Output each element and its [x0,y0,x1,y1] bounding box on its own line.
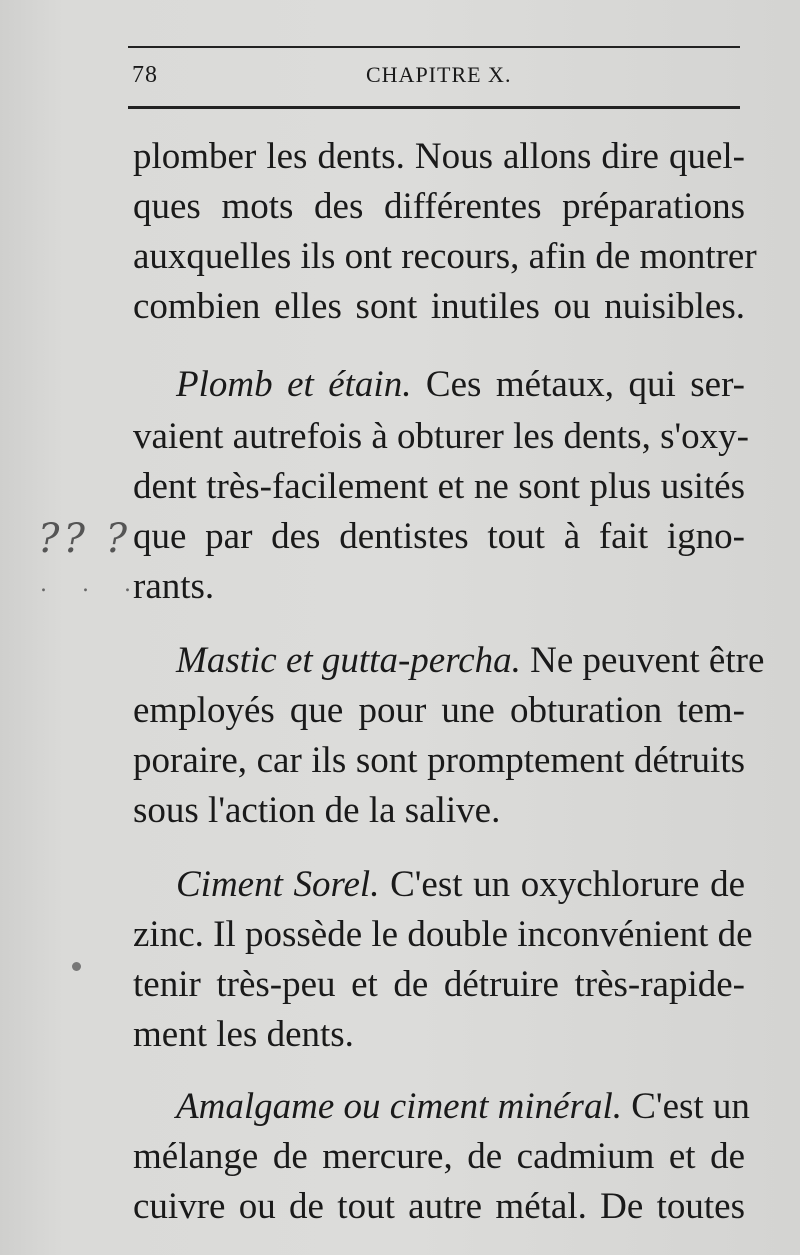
paragraph-term: Plomb et étain. [176,364,412,405]
paragraph-first-line-rest: C'est un oxychlorure de [379,864,746,905]
paragraph-first-line-rest: Ces métaux, qui ser- [411,364,745,405]
paragraph-first-line-rest: C'est un [621,1086,750,1127]
text-line: combien elles sont inutiles ou nuisibles. [133,286,745,327]
paragraph-term: Ciment Sorel. [176,864,380,905]
text-line: plomber les dents. Nous allons dire quel- [133,136,745,177]
paragraph-term: Mastic et gutta-percha. [176,640,521,681]
text-line: auxquelles ils ont recours, afin de montrer [133,236,757,277]
running-head: CHAPITRE X. [366,62,512,87]
paragraph-first-line [133,866,745,903]
paragraph-first-line [133,1086,750,1127]
text-line: rants. [133,566,215,607]
header-rule-bottom [128,106,740,109]
header-rule-top [128,46,740,48]
text-line: que par des dentistes tout à fait igno- [133,516,745,557]
margin-annotation-dots: . . . [40,572,145,597]
text-line: mélange de mercure, de cadmium et de [133,1136,745,1177]
text-line: zinc. Il possède le double inconvénient de [133,914,753,955]
paragraph-term: Amalgame ou ciment minéral. [176,1086,622,1127]
text-line: ques mots des différentes préparations [133,186,745,227]
paragraph-first-line-rest: Ne peuvent être [520,640,765,681]
text-line: tenir très-peu et de détruire très-rapide- [133,964,745,1005]
paper-speck [72,962,81,971]
text-line: cuivre ou de tout autre métal. De toutes [133,1186,745,1227]
text-line: ment les dents. [133,1014,354,1055]
text-line: poraire, car ils sont promptement détruits [133,740,745,781]
paragraph-first-line [133,366,745,403]
text-line: sous l'action de la salive. [133,790,501,831]
text-line: dent très-facilement et ne sont plus usités [133,466,745,507]
paragraph-first-line [133,640,765,681]
text-line: employés que pour une obturation tem- [133,690,745,731]
margin-annotation: ?? ? [38,516,132,562]
page-number: 78 [132,62,158,88]
text-line: vaient autrefois à obturer les dents, s'oxy- [133,416,749,457]
